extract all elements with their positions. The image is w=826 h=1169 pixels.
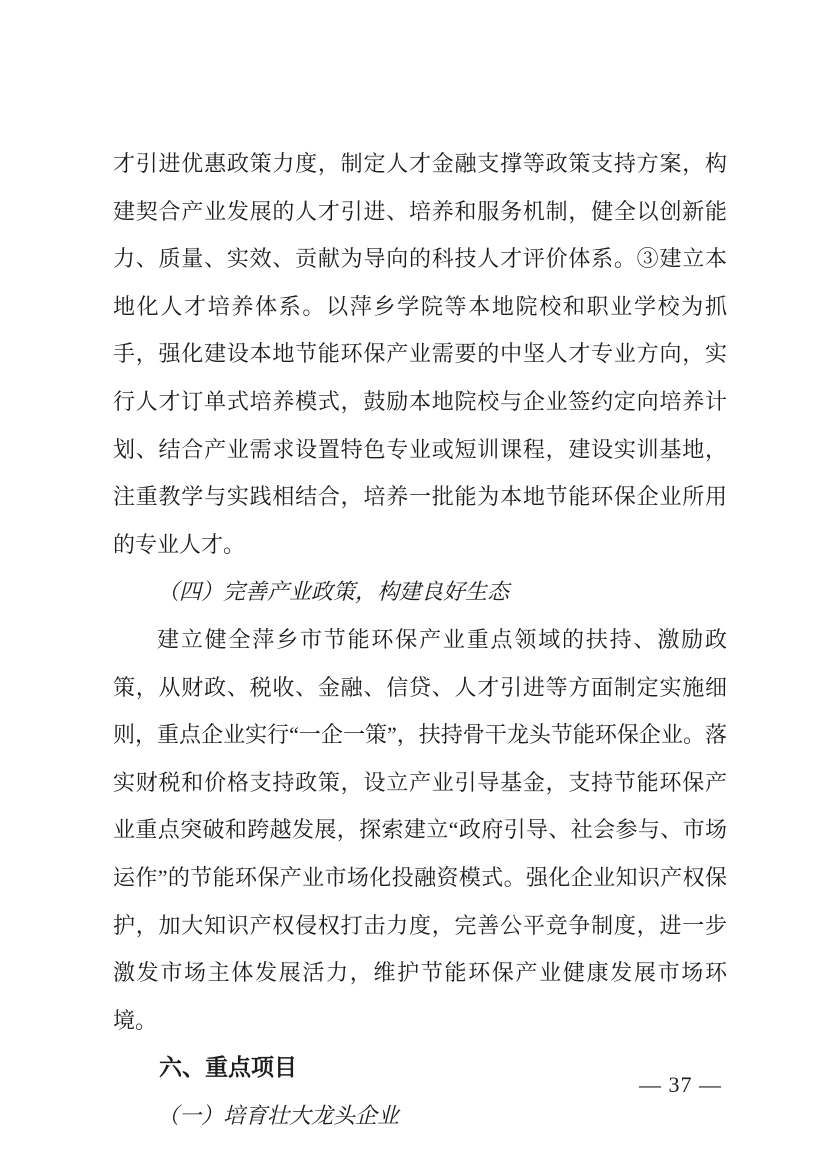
document-body	[113, 140, 727, 1139]
chapter-heading-six-key-projects: 六、重点项目	[159, 1054, 297, 1081]
paragraph-industry-policy-detail: 建立健全萍乡市节能环保产业重点领域的扶持、激励政策，从财政、税收、金融、信贷、人才引进等方面制定实施细则，重点企业实行“一企一策”，扶持骨干龙头节能环保企业。落实财税和价格支持政策，设立产业引导基金，支持节能环保产业重点突破和跨越发展，探索建立“政府引导、社会参与、市场运作”的节能环保产业市场化投融资模式。强化企业知识产权保护，加大知识产权侵权打击力度，完善公平竞争制度，进一步激发市场主体发展活力，维护节能环保产业健康发展市场环境。	[113, 626, 727, 1033]
section-heading-four-industry-policy: （四）完善产业政策，构建良好生态	[157, 579, 510, 605]
section-heading-one-leading-enterprises: （一）培育壮大龙头企业	[157, 1102, 400, 1128]
page-number: — 37 —	[639, 1072, 722, 1097]
paragraph-talent-policy-continuation: 才引进优惠政策力度，制定人才金融支撑等政策支持方案，构建契合产业发展的人才引进、培养和服务机制，健全以创新能力、质量、实效、贡献为导向的科技人才评价体系。③建立本地化人才培养体系。以萍乡学院等本地院校和职业学校为抓手，强化建设本地节能环保产业需要的中坚人才专业方向，实行人才订单式培养模式，鼓励本地院校与企业签约定向培养计划、结合产业需求设置特色专业或短训课程，建设实训基地，注重教学与实践相结合，培养一批能为本地节能环保企业所用的专业人才。	[113, 151, 727, 557]
